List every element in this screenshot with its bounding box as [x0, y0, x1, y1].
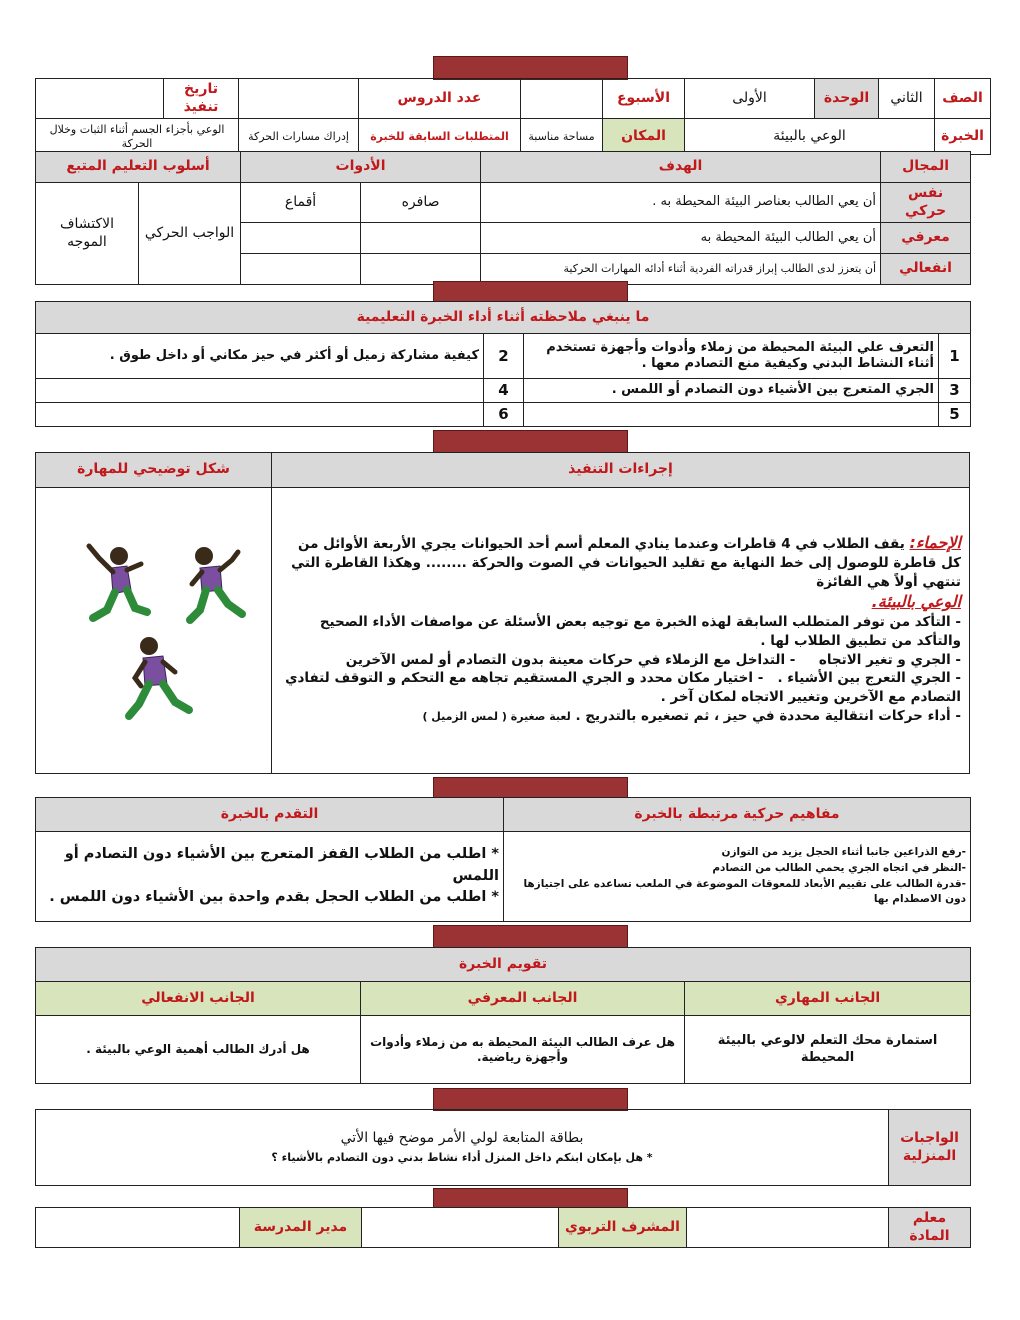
- domain-affective: انفعالي: [881, 254, 971, 285]
- experience-label: الخبرة: [935, 119, 991, 155]
- section-divider: [433, 1088, 628, 1111]
- domain-cognitive: معرفي: [881, 223, 971, 254]
- goals-table: [35, 151, 971, 285]
- procedure-line-4a: - أداء حركات انتقالية محددة في حيز ، ثم تصغيره بالتدريج .: [575, 707, 961, 724]
- observation-title: ما ينبغي ملاحظته أثناء أداء الخبرة التعليمية: [36, 302, 971, 334]
- class-value: الثاني: [879, 79, 935, 119]
- lessons-value: [239, 79, 359, 119]
- observe-num-1: 1: [939, 334, 971, 379]
- goal-psychomotor: أن يعي الطالب بعناصر البيئة المحيطة به .: [481, 183, 881, 223]
- method-2: الاكتشاف الموجه: [36, 183, 139, 285]
- section-label: الوعي بالبيئة.: [871, 592, 961, 612]
- prereq-1: إدراك مسارات الحركة: [239, 119, 359, 155]
- observe-num-5: 5: [939, 403, 971, 427]
- goal-header: الهدف: [481, 152, 881, 183]
- observe-num-2: 2: [484, 334, 524, 379]
- class-label: الصف: [935, 79, 991, 119]
- procedure-line-3b: - اختيار مكان محدد و الجري المستقيم تجاهه مع التحكم و التوقف لتفادي التصادم مع الآخرين وتغيير الاتجاه لمكان آخر .: [285, 670, 961, 705]
- cognitive-text: هل عرف الطالب البيئة المحيطة به من زملاء وأدوات وأجهزة رياضية.: [361, 1016, 685, 1084]
- concept-2: -النظر في اتجاه الجري يحمي الطالب من التصادم: [712, 861, 966, 874]
- section-divider: [433, 925, 628, 949]
- supervisor-signature: [362, 1208, 559, 1248]
- progress-title: التقدم بالخبرة: [36, 798, 504, 832]
- lessons-label: عدد الدروس: [359, 79, 521, 119]
- concept-3: -قدرة الطالب على تقييم الأبعاد للمعوقات الموضوعة في الملعب تساعده على اجتيازها دون الاصطدام بها: [523, 877, 966, 906]
- header-table: [35, 78, 991, 155]
- week-label: الأسبوع: [603, 79, 685, 119]
- week-value: [521, 79, 603, 119]
- domain-header: المجال: [881, 152, 971, 183]
- observe-num-4: 4: [484, 379, 524, 403]
- warmup-label: الإحماء:: [909, 533, 961, 552]
- observe-item-3: الجري المتعرج بين الأشياء دون التصادم أو اللمس .: [524, 379, 939, 403]
- place-label: المكان: [603, 119, 685, 155]
- procedure-body: [271, 487, 970, 774]
- date-label: تاريخ تنفيذ: [164, 79, 239, 119]
- prereq-label: المتطلبات السابقة للخبرة: [359, 119, 521, 155]
- observe-item-5: [524, 403, 939, 427]
- progress-1: * اطلب من الطلاب القفز المتعرج بين الأشياء دون التصادم أو اللمس: [64, 845, 499, 884]
- experience-value: الوعي بالبيئة: [685, 119, 935, 155]
- warmup-text: يقف الطلاب في 4 قاطرات وعندما ينادي المعلم أسم أحد الحيوانات يجري الأربعة الأوائل من كل قاطرة للوصول إلى خط النهاية مع تقليد الحيوانات في الصوت والحركة ........ وهكذا القاطرة التي تنتهي أولاً هي الفائزة: [291, 536, 961, 590]
- concept-1: -رفع الذراعين جانبا أثناء الحجل يزيد من التوازن: [721, 846, 966, 858]
- homework-line-2: * هل بإمكان ابنكم داخل المنزل أداء نشاط بدني دون التصادم بالأشياء ؟: [271, 1151, 653, 1165]
- teacher-signature: [687, 1208, 889, 1248]
- method-1: الواجب الحركي: [139, 183, 241, 285]
- teacher-label: معلم المادة: [889, 1208, 971, 1248]
- runner-figure-3: [129, 637, 189, 716]
- supervisor-label: المشرف التربوي: [559, 1208, 687, 1248]
- homework-line-1: بطاقة المتابعة لولي الأمر موضح فيها الأتي: [340, 1129, 584, 1146]
- progress-2: * اطلب من الطلاب الحجل بقدم واحدة بين الأشياء دون اللمس .: [49, 889, 499, 906]
- procedure-line-4b: لعبة صغيرة ( لمس الزميل ): [422, 709, 571, 723]
- principal-signature: [36, 1208, 240, 1248]
- procedure-line-2b: - التداخل مع الزملاء في حركات معينة بدون التصادم أو لمس الآخرين: [345, 651, 796, 668]
- procedure-line-3a: - الجري التعرج بين الأشياء .: [777, 670, 961, 687]
- affective-text: هل أدرك الطالب أهمية الوعي بالبيئة .: [36, 1016, 361, 1084]
- goal-affective: أن يتعزز لدى الطالب إبراز قدراته الفردية أثناء أدائه المهارات الحركية: [481, 254, 881, 285]
- figure-box: [35, 487, 272, 774]
- concepts-title: مفاهيم حركية مرتبطة بالخبرة: [504, 798, 971, 832]
- observe-item-2: كيفية مشاركة زميل أو أكثر في حيز مكاني أو داخل طوق .: [36, 334, 484, 379]
- observe-num-3: 3: [939, 379, 971, 403]
- section-divider: [433, 777, 628, 799]
- goal-cognitive: أن يعي الطالب البيئة المحيطة به: [481, 223, 881, 254]
- skill-label: الجانب المهاري: [685, 982, 971, 1016]
- observe-item-6: [36, 403, 484, 427]
- skill-text: استمارة محك التعلم لالوعي بالبيئة المحيطة: [685, 1016, 971, 1084]
- affective-label: الجانب الانفعالي: [36, 982, 361, 1016]
- method-header: أسلوب التعليم المتبع: [36, 152, 241, 183]
- runner-figure-2: [190, 547, 242, 620]
- figure-header: [35, 452, 272, 488]
- procedure-line-1: - التأكد من توفر المتطلب السابقة لهذه الخبرة مع توجيه بعض الأسئلة عن مواصفات الأداء الصحيح والتأكد من تطبيق الطلاب لها .: [319, 614, 961, 650]
- progress-cell: [36, 832, 504, 922]
- running-figures-illustration: [36, 488, 271, 773]
- prereq-2: الوعي بأجزاء الجسم أثناء الثبات وخلال الحركة: [36, 119, 239, 155]
- tool-whistle: صافره: [361, 183, 481, 223]
- observe-item-4: [36, 379, 484, 403]
- procedure-line-2a: - الجري و تغير الاتجاه: [818, 651, 961, 668]
- concepts-table: [35, 797, 971, 922]
- observe-num-6: 6: [484, 403, 524, 427]
- procedure-header: [271, 452, 970, 488]
- tools-header: الأدوات: [241, 152, 481, 183]
- unit-label: الوحدة: [815, 79, 879, 119]
- procedure-title: إجراءات التنفيذ: [568, 461, 673, 477]
- section-divider: [433, 56, 628, 80]
- homework-label: الواجبات المنزلية: [889, 1110, 971, 1186]
- concepts-cell: [504, 832, 971, 922]
- place-value: مساحة مناسبة: [521, 119, 603, 155]
- signatures-table: [35, 1207, 971, 1248]
- domain-psychomotor: نفس حركي: [881, 183, 971, 223]
- evaluation-table: [35, 947, 971, 1084]
- observation-table: [35, 301, 971, 427]
- principal-label: مدير المدرسة: [240, 1208, 362, 1248]
- figure-title: شكل توضيحي للمهارة: [77, 461, 230, 477]
- evaluation-title: تقويم الخبرة: [36, 948, 971, 982]
- unit-value: الأولى: [685, 79, 815, 119]
- observe-item-1: التعرف علي البيئة المحيطة من زملاء وأدوات وأجهزة تستخدم أثناء النشاط البدني وكيفية منع التصادم معها .: [524, 334, 939, 379]
- homework-table: [35, 1109, 971, 1186]
- section-divider: [433, 430, 628, 454]
- date-value: [36, 79, 164, 119]
- runner-figure-1: [89, 546, 147, 618]
- cognitive-label: الجانب المعرفي: [361, 982, 685, 1016]
- homework-content: [36, 1110, 889, 1186]
- section-divider: [433, 281, 628, 303]
- tool-cones: أقماع: [241, 183, 361, 223]
- section-divider: [433, 1188, 628, 1208]
